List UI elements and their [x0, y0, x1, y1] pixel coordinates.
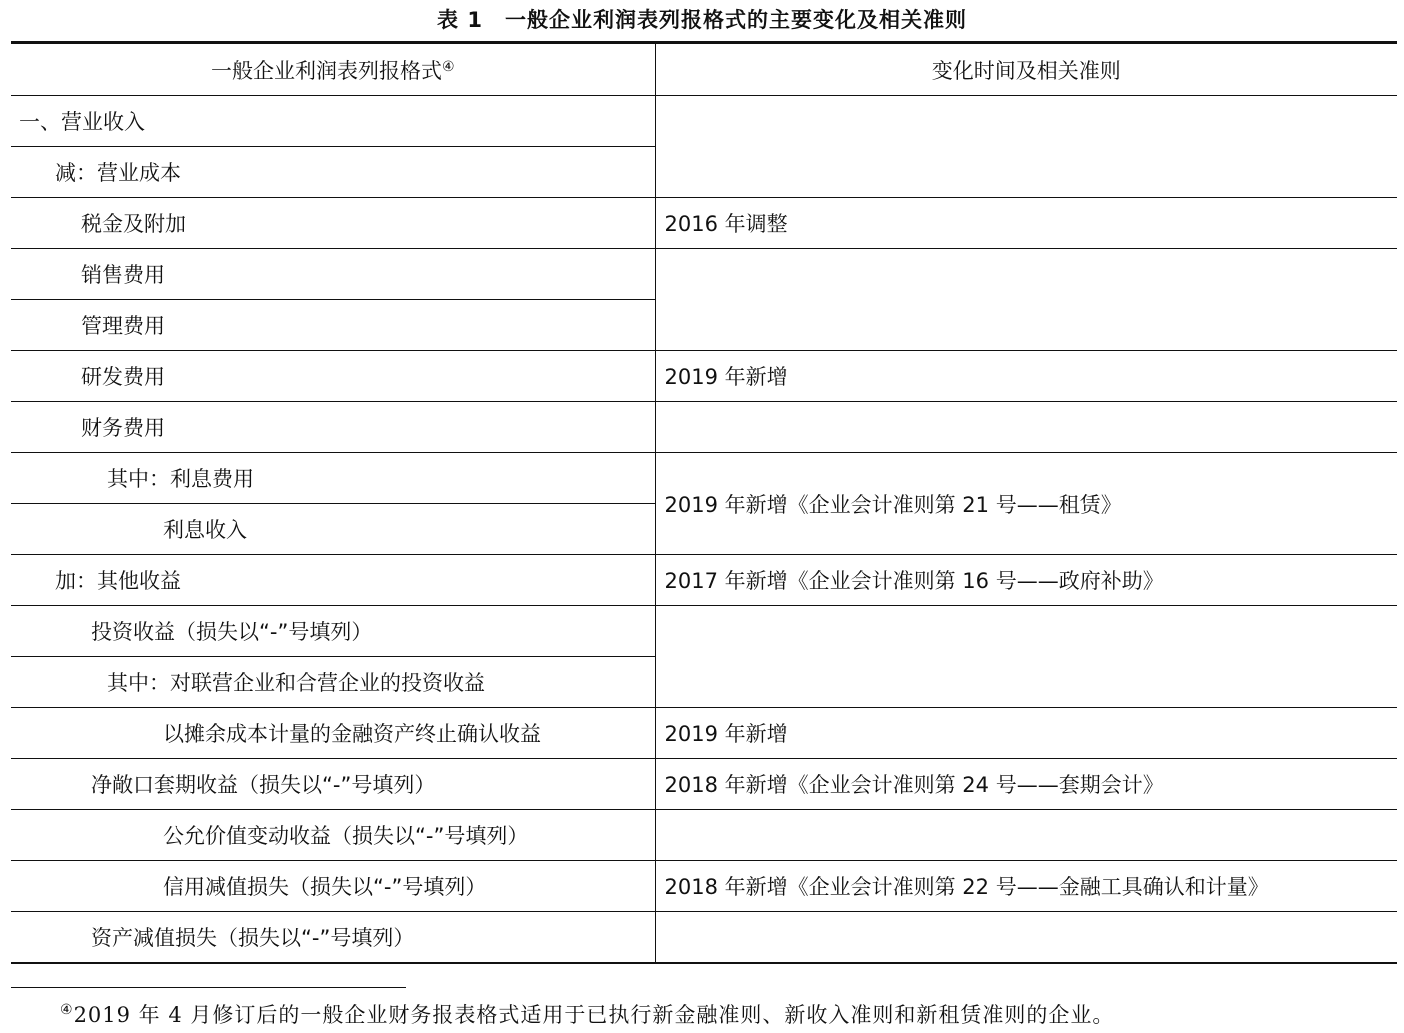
row-label: 减：营业成本 [11, 147, 655, 198]
row-label: 加：其他收益 [11, 555, 655, 606]
row-label: 资产减值损失（损失以“-”号填列） [11, 912, 655, 964]
row-label: 利息收入 [11, 504, 655, 555]
row-label: 公允价值变动收益（损失以“-”号填列） [11, 810, 655, 861]
table-row [11, 708, 1397, 759]
footnote-ref-mark: ④ [441, 58, 455, 75]
table-row [11, 453, 1397, 504]
footnote [60, 999, 1114, 1029]
row-note: 2017 年新增《企业会计准则第 16 号——政府补助》 [655, 555, 1397, 606]
row-label: 税金及附加 [11, 198, 655, 249]
table-row [11, 861, 1397, 912]
row-label: 净敞口套期收益（损失以“-”号填列） [11, 759, 655, 810]
row-note [655, 912, 1397, 964]
footnote-divider [11, 987, 406, 988]
table-row [11, 606, 1397, 657]
row-label: 信用减值损失（损失以“-”号填列） [11, 861, 655, 912]
row-note: 2019 年新增《企业会计准则第 21 号——租赁》 [655, 453, 1397, 555]
table-row [11, 555, 1397, 606]
row-label: 销售费用 [11, 249, 655, 300]
table-row [11, 912, 1397, 964]
row-note: 2018 年新增《企业会计准则第 24 号——套期会计》 [655, 759, 1397, 810]
table-row [11, 96, 1397, 147]
table-row [11, 198, 1397, 249]
header-change: 变化时间及相关准则 [655, 43, 1397, 96]
footnote-text: 2019 年 4 月修订后的一般企业财务报表格式适用于已执行新金融准则、新收入准则和新租赁准则的企业。 [73, 1003, 1115, 1027]
table-row [11, 249, 1397, 300]
table-caption: 表 1 一般企业利润表列报格式的主要变化及相关准则 [437, 8, 967, 32]
row-note [655, 810, 1397, 861]
header-format: 一般企业利润表列报格式④ [11, 43, 655, 96]
income-statement-table [11, 41, 1397, 964]
row-note: 2018 年新增《企业会计准则第 22 号——金融工具确认和计量》 [655, 861, 1397, 912]
table-row [11, 810, 1397, 861]
row-note: 2016 年调整 [655, 198, 1397, 249]
footnote-mark: ④ [60, 1002, 74, 1018]
row-note: 2019 年新增 [655, 708, 1397, 759]
row-label: 一、营业收入 [11, 96, 655, 147]
table-row [11, 402, 1397, 453]
table-row [11, 351, 1397, 402]
row-note [655, 249, 1397, 351]
row-label: 投资收益（损失以“-”号填列） [11, 606, 655, 657]
row-label: 其中：利息费用 [11, 453, 655, 504]
row-note: 2019 年新增 [655, 351, 1397, 402]
row-label: 研发费用 [11, 351, 655, 402]
row-note [655, 402, 1397, 453]
row-label: 财务费用 [11, 402, 655, 453]
row-note [655, 96, 1397, 198]
table-row [11, 759, 1397, 810]
row-note [655, 606, 1397, 708]
row-label: 管理费用 [11, 300, 655, 351]
table-header-row [11, 43, 1397, 96]
row-label: 以摊余成本计量的金融资产终止确认收益 [11, 708, 655, 759]
row-label: 其中：对联营企业和合营企业的投资收益 [11, 657, 655, 708]
